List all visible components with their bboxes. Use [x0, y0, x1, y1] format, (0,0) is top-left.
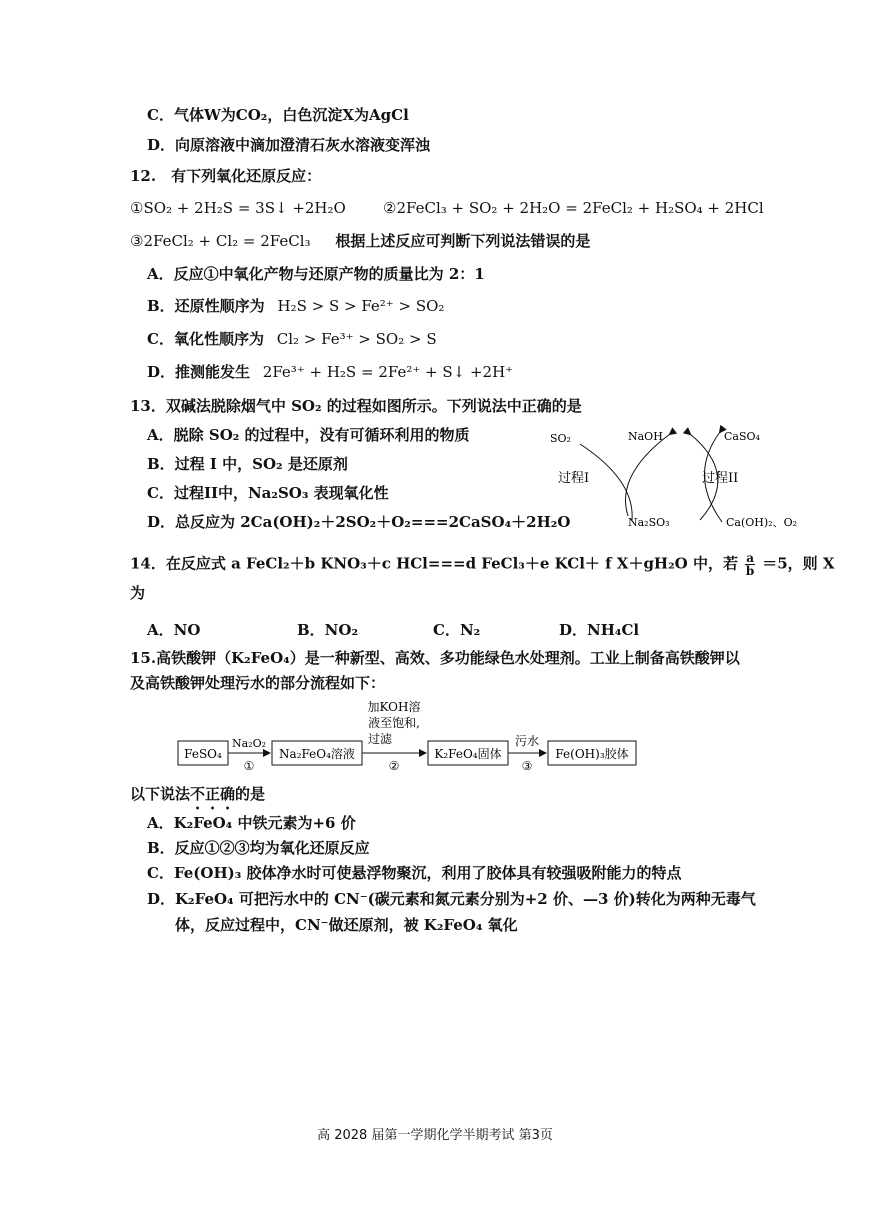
q14-option-d: D．NH₄Cl — [559, 621, 640, 639]
process-2-label: 过程II — [702, 471, 739, 486]
q14-option-a: A．NO — [147, 621, 201, 639]
q15-prompt-emphasis: 不正确 — [190, 785, 236, 803]
flow-arrow-2-condition-1: 加KOH溶 — [367, 700, 421, 714]
q12-option-c — [147, 329, 437, 349]
q15-option-c: C．Fe(OH)₃ 胶体净水时可使悬浮物聚沉，利用了胶体具有较强吸附能力的特点 — [147, 864, 682, 882]
q15-prompt-pre: 以下说法 — [130, 785, 191, 803]
q12-reaction-2-equation: 2FeCl₃ + SO₂ + 2H₂O = 2FeCl₂ + H₂SO₄ + 2HCl — [396, 199, 764, 217]
flow-box-feso4-label: FeSO₄ — [184, 747, 222, 761]
q12-reaction-2-number: ② — [383, 199, 397, 217]
flow-arrow-3-reagent: 污水 — [514, 734, 540, 748]
naoh-label: NaOH — [628, 430, 663, 443]
q12-option-d-expr: 2Fe³⁺ + H₂S = 2Fe²⁺ + S↓ +2H⁺ — [262, 363, 514, 381]
flow-box-na2feo4-label: Na₂FeO₄溶液 — [279, 747, 355, 761]
q14-stem-continuation: 为 — [130, 584, 146, 602]
caso4-label: CaSO₄ — [724, 430, 760, 443]
q12-option-b-label: B．还原性顺序为 — [147, 297, 265, 315]
q14-option-c: C．N₂ — [433, 621, 481, 639]
q12-reaction-3 — [130, 231, 590, 251]
q12-option-a: A．反应①中氧化产物与还原产物的质量比为 2：1 — [147, 265, 485, 283]
flow-arrow-2-step: ② — [388, 759, 400, 773]
q13-option-b: B．过程 I 中，SO₂ 是还原剂 — [147, 455, 348, 473]
q15-flow-chart — [170, 698, 650, 778]
flow-arrow-1-reagent: Na₂O₂ — [231, 737, 267, 750]
q14-fraction-denominator: b — [745, 564, 755, 578]
q14-fraction-numerator: a — [746, 551, 754, 565]
q12-option-b-expr: H₂S > S > Fe²⁺ > SO₂ — [277, 297, 445, 315]
q14-stem-part-b: ＝5，则 X — [762, 554, 835, 573]
q12-stem: 12. 有下列氧化还原反应： — [130, 167, 322, 185]
flow-arrow-2-condition-2: 液至饱和, — [368, 716, 420, 730]
q12-reaction-1 — [130, 198, 346, 218]
q12-reaction-2 — [383, 198, 764, 218]
q15-stem-line-1: 15.高铁酸钾（K₂FeO₄）是一种新型、高效、多功能绿色水处理剂。工业上制备高铁酸钾以 — [130, 649, 740, 667]
q11-option-d: D．向原溶液中滴加澄清石灰水溶液变浑浊 — [147, 136, 431, 154]
q12-reaction-3-equation: 2FeCl₂ + Cl₂ = 2FeCl₃ — [143, 232, 311, 250]
q12-reaction-3-number: ③ — [130, 232, 144, 250]
flow-box-k2feo4-label: K₂FeO₄固体 — [434, 747, 502, 761]
q15-prompt — [130, 784, 265, 813]
flow-arrow-1-step: ① — [243, 759, 255, 773]
q14-stem-part-a: 14．在反应式 a FeCl₂＋b KNO₃＋c HCl===d FeCl₃＋e KCl＋ f X＋gH₂O 中，若 — [130, 554, 738, 573]
q15-prompt-post: 的是 — [235, 785, 266, 803]
flow-arrow-3-step: ③ — [521, 759, 533, 773]
q13-option-d: D．总反应为 2Ca(OH)₂＋2SO₂＋O₂===2CaSO₄＋2H₂O — [147, 513, 571, 531]
process-1-label: 过程I — [558, 471, 590, 486]
naoh-arc — [626, 434, 670, 516]
q11-option-c: C．气体W为CO₂，白色沉淀X为AgCl — [147, 106, 409, 124]
q12-option-b — [147, 296, 444, 316]
q15-option-d-line-1: D．K₂FeO₄ 可把污水中的 CN⁻(碳元素和氮元素分别为+2 价、—3 价)转化为两种无毒气 — [147, 890, 756, 908]
q15-option-d-line-2: 体，反应过程中，CN⁻做还原剂，被 K₂FeO₄ 氧化 — [175, 916, 518, 934]
q12-reaction-1-number: ① — [130, 199, 144, 217]
q15-stem-line-2: 及高铁酸钾处理污水的部分流程如下： — [130, 674, 386, 692]
q12-option-c-expr: Cl₂ > Fe³⁺ > SO₂ > S — [276, 330, 437, 348]
caoh2-o2-label: Ca(OH)₂、O₂ — [726, 516, 798, 529]
q13-stem: 13．双碱法脱除烟气中 SO₂ 的过程如图所示。下列说法中正确的是 — [130, 397, 582, 415]
q15-option-a: A．K₂FeO₄ 中铁元素为+6 价 — [147, 814, 356, 832]
q12-question-prompt: 根据上述反应可判断下列说法错误的是 — [335, 232, 591, 250]
flow-box-feoh3-label: Fe(OH)₃胶体 — [555, 747, 629, 761]
q13-double-alkali-diagram — [540, 420, 810, 540]
q14-option-b: B．NO₂ — [297, 621, 359, 639]
page-footer: 高 2028 届第一学期化学半期考试 第3页 — [317, 1128, 553, 1143]
so2-label: SO₂ — [550, 432, 571, 445]
q13-option-a: A．脱除 SO₂ 的过程中，没有可循环利用的物质 — [147, 426, 470, 444]
na2so3-label: Na₂SO₃ — [628, 516, 670, 529]
q14-stem — [130, 552, 835, 577]
q13-option-c: C．过程II中，Na₂SO₃ 表现氧化性 — [147, 484, 389, 502]
q12-option-d — [147, 362, 513, 382]
q12-option-c-label: C．氧化性顺序为 — [147, 330, 264, 348]
flow-arrow-2-condition-3: 过滤 — [367, 732, 393, 746]
q15-option-b: B．反应①②③均为氧化还原反应 — [147, 839, 370, 857]
q12-option-d-label: D．推测能发生 — [147, 363, 251, 381]
q12-reaction-1-equation: SO₂ + 2H₂S = 3S↓ +2H₂O — [143, 199, 346, 217]
q14-fraction — [745, 552, 755, 577]
